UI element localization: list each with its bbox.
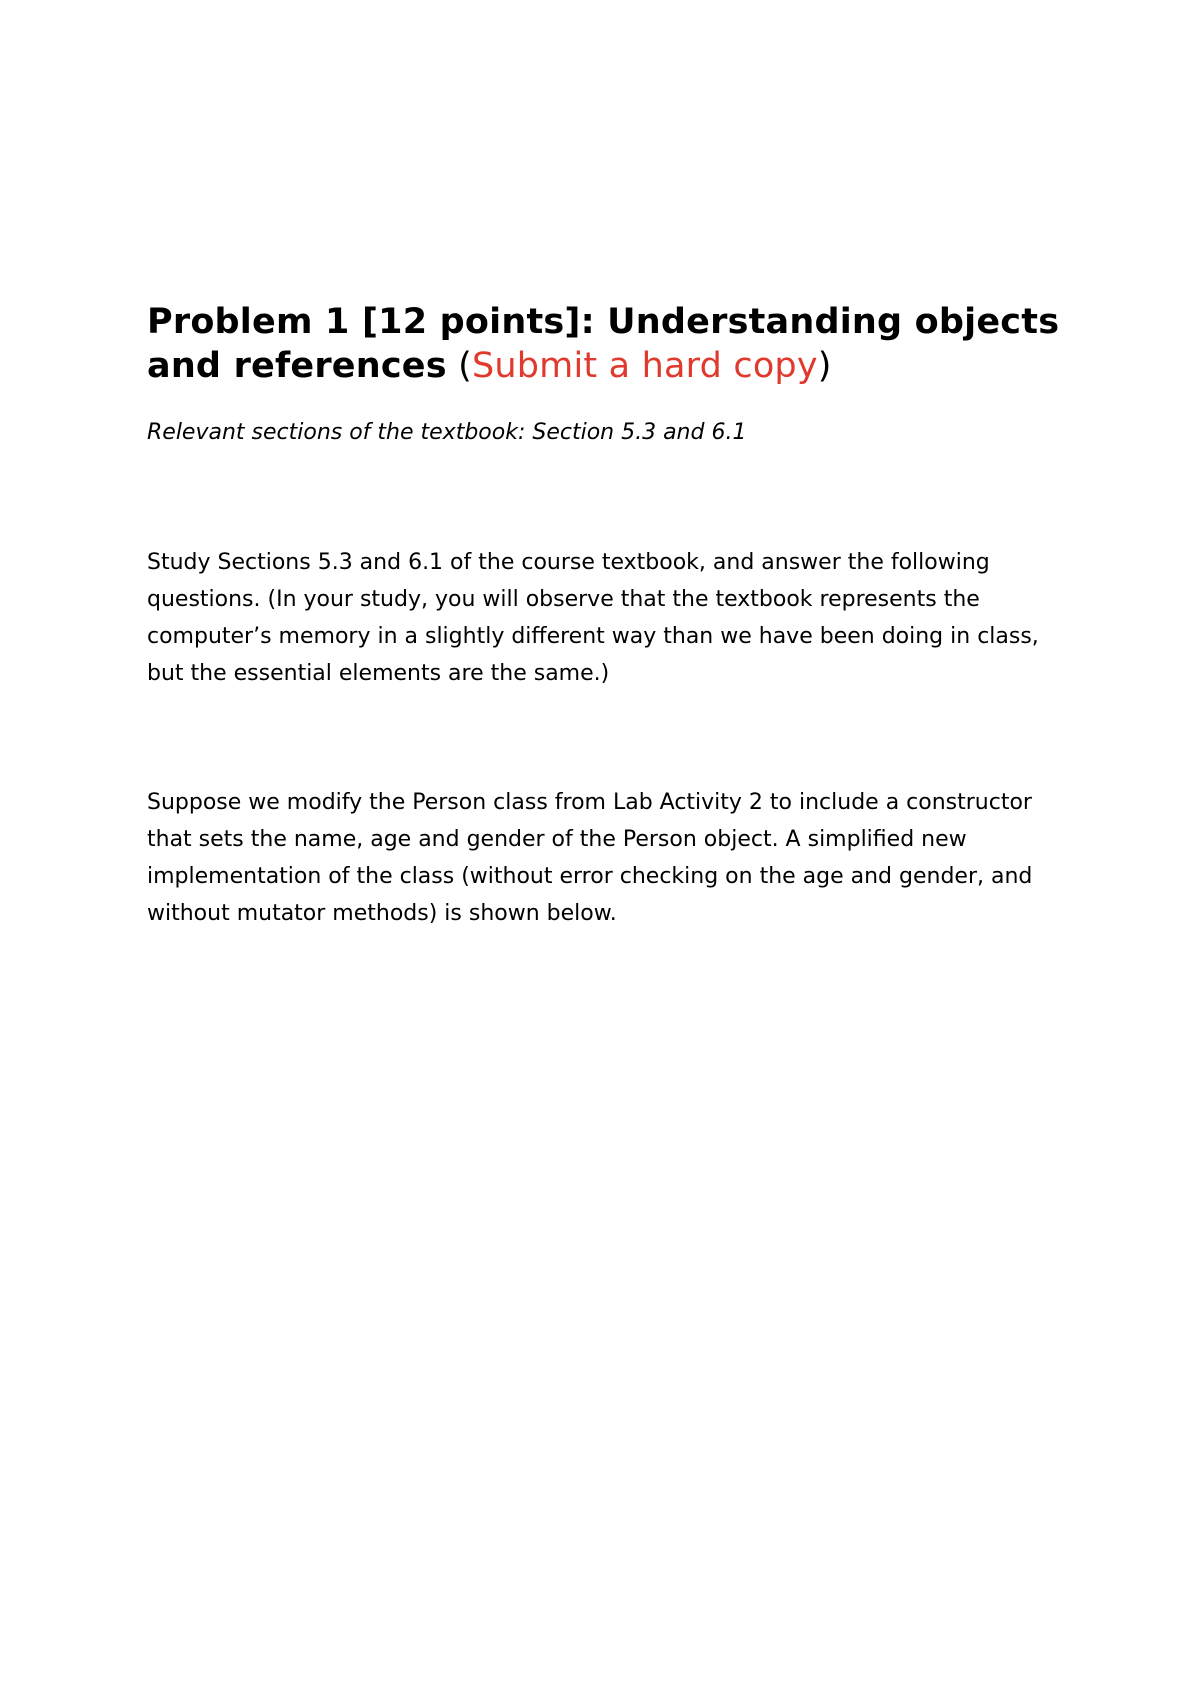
- submit-note: Submit a hard copy: [471, 346, 818, 386]
- document-page: [147, 300, 1067, 932]
- relevant-sections-note: Relevant sections of the textbook: Section 5.3 and 6.1: [147, 420, 747, 445]
- problem-heading: [147, 300, 1067, 388]
- study-instructions-paragraph: Study Sections 5.3 and 6.1 of the course textbook, and answer the following questions. (In your study, you will observe that the textbook represents the computer’s memory in a slightly different way than we have been doing in class, but the essential elements are the same.): [147, 550, 1039, 686]
- heading-open-paren: (: [446, 346, 472, 386]
- person-class-paragraph: Suppose we modify the Person class from Lab Activity 2 to include a constructor that sets the name, age and gender of the Person object. A simplified new implementation of the class (without error checking on the age and gender, and without mutator methods) is shown below.: [147, 790, 1033, 926]
- problem-title: Problem 1 [12 points]: Understanding objects and references: [147, 302, 1060, 386]
- heading-close-paren: ): [817, 346, 832, 386]
